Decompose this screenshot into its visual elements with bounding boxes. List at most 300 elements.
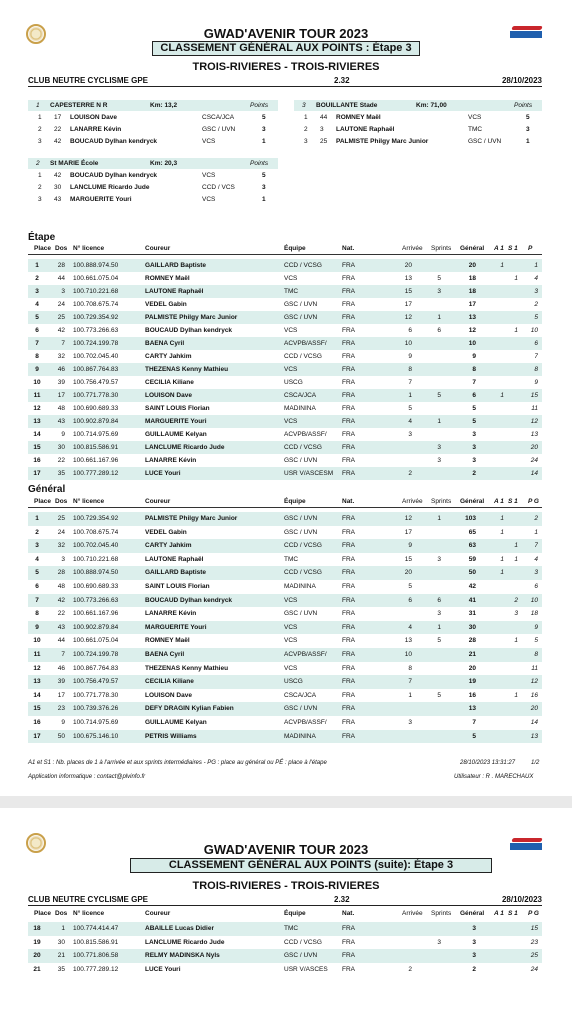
- stage-number: 2.32: [334, 76, 350, 85]
- cell-place: 5: [35, 314, 39, 321]
- cell-place-general: 24: [530, 965, 538, 973]
- cell-dos: 9: [61, 719, 65, 726]
- header-place-general: P G: [528, 498, 539, 505]
- cell-licence: 100.724.199.78: [73, 340, 119, 347]
- header-a1: A 1: [494, 498, 504, 505]
- cell-dos: 25: [57, 515, 65, 522]
- cell-place-general: 9: [534, 623, 538, 631]
- cell-dos: 25: [57, 314, 65, 321]
- cell-dos: 28: [57, 262, 65, 269]
- page2-route: TROIS-RIVIERES - TROIS-RIVIERES: [192, 880, 380, 892]
- cell-place: 7: [35, 340, 39, 347]
- cell-place: 14: [33, 431, 41, 438]
- header-dos: Dos: [55, 498, 68, 505]
- header-s1: S 1: [508, 498, 518, 505]
- cell-team: CCD / VCSG: [284, 569, 322, 577]
- cell-arrivee: 13: [404, 637, 412, 645]
- race-date: 28/10/2023: [501, 76, 542, 85]
- cell-place-general: 2: [534, 301, 538, 308]
- cell-s1: 1: [514, 327, 518, 334]
- header-s1: S 1: [508, 910, 518, 917]
- cell-licence: 100.708.675.74: [73, 528, 119, 536]
- cell-dos: 7: [61, 340, 65, 347]
- cell-arrivee: 4: [408, 623, 412, 631]
- cell-nat: FRA: [342, 444, 355, 451]
- cell-arrivee: 12: [404, 314, 412, 321]
- cell-place: 6: [35, 327, 39, 334]
- table-row: [28, 716, 542, 730]
- sprint-header: [294, 100, 542, 111]
- cell-rider: PALMISTE Philgy Marc Junior: [145, 515, 238, 522]
- header-arrivee: Arrivée: [402, 245, 423, 252]
- general-title: Général: [28, 484, 66, 495]
- cell-place-general: 1: [534, 262, 538, 269]
- sprint-dos: 22: [54, 126, 62, 133]
- footer-note: A1 et S1 : Nb. places de 1 à l'arrivée et aux sprints intermédiaires - PG : place au général ou PÉ : place à l'étape: [28, 760, 327, 766]
- sprint-dos: 30: [54, 184, 62, 191]
- cell-arrivee: 9: [408, 542, 412, 550]
- header-a1: A 1: [494, 245, 504, 252]
- cell-rider: LANCLUME Ricardo Jude: [145, 938, 225, 946]
- cell-arrivee: 7: [408, 678, 412, 686]
- cell-place-general: 8: [534, 366, 538, 373]
- cell-place-general: 7: [534, 353, 538, 360]
- cell-general: 18: [468, 275, 476, 282]
- cell-sprints: 1: [437, 314, 441, 321]
- cell-place: 1: [35, 515, 39, 522]
- table-row: [28, 662, 542, 676]
- cell-licence: 100.771.778.30: [73, 691, 119, 699]
- table-row: [28, 730, 542, 744]
- cell-place: 16: [33, 457, 41, 464]
- sprint-block: [294, 100, 542, 148]
- cell-licence: 100.661.167.96: [73, 457, 119, 464]
- cell-rider: LUCE Youri: [145, 965, 181, 973]
- sprint-row: [28, 136, 278, 147]
- cell-licence: 100.756.479.57: [73, 678, 119, 686]
- cell-s1: 1: [514, 691, 518, 699]
- cell-team: GSC / UVN: [284, 610, 318, 618]
- cell-place-general: 6: [534, 583, 538, 590]
- header-place: Place: [34, 245, 51, 252]
- cell-dos: 22: [57, 610, 65, 618]
- cell-rider: CARTY Jahkim: [145, 353, 192, 360]
- cell-general: 103: [465, 515, 476, 522]
- sprint-points: 1: [526, 138, 530, 145]
- cell-sprints: 6: [437, 596, 441, 604]
- cell-place-general: 25: [530, 952, 538, 959]
- cell-place: 12: [33, 405, 41, 412]
- cell-nat: FRA: [342, 637, 355, 645]
- cell-place: 11: [33, 651, 41, 658]
- header-dos: Dos: [55, 245, 68, 252]
- sprint-rider: PALMISTE Philgy Marc Junior: [336, 138, 429, 145]
- cell-a1: 1: [500, 262, 504, 269]
- cell-licence: 100.710.221.68: [73, 288, 119, 295]
- sprint-points: 3: [262, 126, 266, 133]
- cell-rider: RELMY MADINSKA Nyls: [145, 952, 220, 959]
- cell-team: VCS: [284, 637, 298, 645]
- footer-user: Utilisateur : R . MARECHAUX: [454, 774, 534, 780]
- cell-team: CCD / VCSG: [284, 262, 322, 269]
- cell-a1: 1: [500, 569, 504, 577]
- sprint-row: [28, 170, 278, 181]
- cell-arrivee: 2: [408, 470, 412, 477]
- club-line: [28, 76, 542, 87]
- cell-licence: 100.756.479.57: [73, 379, 119, 386]
- cell-place: 10: [33, 379, 41, 386]
- header-rider: Coureur: [145, 245, 171, 252]
- cell-nat: FRA: [342, 664, 355, 672]
- cell-nat: FRA: [342, 418, 355, 425]
- sprint-points: 1: [262, 138, 266, 145]
- cell-nat: FRA: [342, 275, 355, 282]
- cell-nat: FRA: [342, 431, 355, 438]
- header-s1: S 1: [508, 245, 518, 252]
- cell-arrivee: 6: [408, 596, 412, 604]
- cell-place: 4: [35, 555, 39, 563]
- sprint-header: [28, 158, 278, 169]
- sprint-place: 2: [38, 184, 42, 191]
- cell-rider: SAINT LOUIS Florian: [145, 583, 210, 590]
- cell-licence: 100.771.806.58: [73, 952, 119, 959]
- table-row: [28, 963, 542, 977]
- cell-rider: CARTY Jahkim: [145, 542, 192, 550]
- table-row: [28, 594, 542, 608]
- cell-place-general: 15: [530, 925, 538, 932]
- cell-nat: FRA: [342, 405, 355, 412]
- cell-dos: 39: [57, 379, 65, 386]
- sprint-rider: LANCLUME Ricardo Jude: [70, 184, 150, 191]
- cell-arrivee: 5: [408, 583, 412, 590]
- cell-s1: 1: [514, 637, 518, 645]
- cell-sprints: 1: [437, 623, 441, 631]
- cell-arrivee: 3: [408, 431, 412, 438]
- cell-licence: 100.777.289.12: [73, 470, 119, 477]
- sprint-header: [28, 100, 278, 111]
- cell-nat: FRA: [342, 965, 355, 973]
- table-row: [28, 648, 542, 662]
- cell-sprints: 3: [437, 610, 441, 618]
- cell-sprints: 1: [437, 418, 441, 425]
- cell-dos: 24: [57, 301, 65, 308]
- cell-arrivee: 10: [404, 651, 412, 658]
- cell-general: 19: [468, 678, 476, 686]
- cell-team: ACVPB/ASSF/: [284, 651, 327, 658]
- cell-sprints: 3: [437, 457, 441, 464]
- sprint-team: GSC / UVN: [468, 138, 502, 145]
- cell-place-general: 11: [531, 405, 538, 412]
- cell-rider: GAILLARD Baptiste: [145, 262, 207, 269]
- cell-arrivee: 15: [404, 288, 412, 295]
- sprint-points-label: Points: [250, 102, 269, 109]
- page2-column-headers: [28, 909, 542, 920]
- cell-place-general: 13: [530, 431, 538, 438]
- table-row: [28, 311, 542, 324]
- cell-nat: FRA: [342, 314, 355, 321]
- cell-place-general: 14: [530, 719, 538, 726]
- cell-licence: 100.690.689.33: [73, 583, 119, 590]
- table-row: [28, 402, 542, 415]
- cell-rider: PALMISTE Philgy Marc Junior: [145, 314, 238, 321]
- cell-place: 14: [33, 691, 41, 699]
- table-row: [28, 539, 542, 553]
- cell-dos: 48: [57, 583, 65, 590]
- cell-arrivee: 8: [408, 366, 412, 373]
- cell-general: 9: [472, 353, 476, 360]
- cell-nat: FRA: [342, 515, 355, 522]
- footer: [28, 760, 542, 790]
- cell-nat: FRA: [342, 938, 355, 946]
- cell-rider: PETRIS Williams: [145, 732, 197, 740]
- cell-general: 13: [468, 314, 476, 321]
- cell-arrivee: 3: [408, 719, 412, 726]
- cell-nat: FRA: [342, 470, 355, 477]
- table-row: [28, 350, 542, 363]
- sprint-team: VCS: [202, 172, 216, 179]
- sprint-row: [294, 124, 542, 135]
- cell-team: MADININA: [284, 732, 316, 740]
- cell-general: 16: [468, 691, 476, 699]
- cell-licence: 100.690.689.33: [73, 405, 119, 412]
- header-general: Général: [460, 498, 485, 505]
- cell-place: 15: [33, 705, 41, 713]
- cell-place-general: 7: [534, 542, 538, 550]
- sprint-name: CAPESTERRE N R: [50, 102, 108, 109]
- race-date: 28/10/2023: [501, 895, 542, 904]
- cell-nat: FRA: [342, 262, 355, 269]
- cell-place: 10: [33, 637, 41, 645]
- cell-general: 6: [472, 392, 476, 399]
- cell-team: CCD / VCSG: [284, 353, 322, 360]
- cell-a1: 1: [500, 515, 504, 522]
- table-row: [28, 467, 542, 480]
- cell-general: 3: [472, 444, 476, 451]
- cell-team: VCS: [284, 623, 298, 631]
- cell-arrivee: 7: [408, 379, 412, 386]
- cell-place: 6: [35, 583, 39, 590]
- cell-rider: ROMNEY Maël: [145, 275, 190, 282]
- cell-sprints: 6: [437, 327, 441, 334]
- cell-rider: MARGUERITE Youri: [145, 418, 207, 425]
- sprint-points: 5: [526, 114, 530, 121]
- table-row: [28, 298, 542, 311]
- route-title: TROIS-RIVIERES - TROIS-RIVIERES: [192, 61, 380, 73]
- table-row: [28, 526, 542, 540]
- cell-rider: LOUISON Dave: [145, 392, 192, 399]
- cell-sprints: 3: [437, 444, 441, 451]
- sprint-place: 2: [304, 126, 308, 133]
- sprint-dos: 42: [54, 172, 62, 179]
- table-row: [28, 621, 542, 635]
- header-licence: N° licence: [73, 498, 105, 505]
- table-row: [28, 553, 542, 567]
- cell-place-general: 3: [534, 288, 538, 295]
- cell-team: CCD / VCSG: [284, 938, 322, 946]
- header-sprints: Sprints: [431, 245, 452, 252]
- sprint-dos: 43: [54, 196, 62, 203]
- cell-nat: FRA: [342, 379, 355, 386]
- table-row: [28, 634, 542, 648]
- cell-arrivee: 17: [404, 301, 412, 308]
- cell-arrivee: 15: [404, 555, 412, 563]
- cell-general: 3: [472, 952, 476, 959]
- cell-general: 28: [468, 637, 476, 645]
- cell-team: CCD / VCSG: [284, 542, 322, 550]
- header-place: Place: [34, 910, 51, 917]
- cell-dos: 43: [57, 623, 65, 631]
- cell-dos: 17: [57, 691, 65, 699]
- club-name: CLUB NEUTRE CYCLISME GPE: [28, 895, 149, 904]
- table-row: [28, 580, 542, 594]
- cell-licence: 100.771.778.30: [73, 392, 119, 399]
- cell-rider: DEFY DRAGIN Kylian Fabien: [145, 705, 234, 713]
- cell-nat: FRA: [342, 327, 355, 334]
- table-row: [28, 454, 542, 467]
- etape-column-headers: [28, 244, 542, 255]
- cell-licence: 100.661.075.04: [73, 275, 119, 282]
- cell-nat: FRA: [342, 925, 355, 932]
- header-rider: Coureur: [145, 498, 171, 505]
- cell-place: 3: [35, 288, 39, 295]
- cell-place: 8: [35, 353, 39, 360]
- table-row: [28, 337, 542, 350]
- sprint-team: TMC: [468, 126, 483, 133]
- cell-dos: 50: [57, 732, 65, 740]
- cell-team: GSC / UVN: [284, 528, 318, 536]
- cell-general: 41: [468, 596, 476, 604]
- cell-general: 3: [472, 457, 476, 464]
- cell-nat: FRA: [342, 596, 355, 604]
- cell-licence: 100.714.975.69: [73, 719, 119, 726]
- cell-general: 31: [468, 610, 476, 618]
- cell-sprints: 3: [437, 288, 441, 295]
- header-nat: Nat.: [342, 245, 355, 252]
- sprint-team: CSCA/JCA: [202, 114, 235, 121]
- table-row: [28, 324, 542, 337]
- sprint-dos: 44: [320, 114, 328, 121]
- cell-dos: 42: [57, 596, 65, 604]
- cell-licence: 100.675.146.10: [73, 732, 119, 740]
- sprint-team: VCS: [468, 114, 482, 121]
- table-row: [28, 272, 542, 285]
- cell-general: 65: [468, 528, 476, 536]
- sprint-team: VCS: [202, 138, 216, 145]
- sprint-number: 3: [302, 102, 306, 109]
- cell-general: 3: [472, 938, 476, 946]
- sprint-place: 2: [38, 126, 42, 133]
- header-place-general: P G: [528, 910, 539, 917]
- table-row: [28, 259, 542, 272]
- cell-team: GSC / UVN: [284, 705, 318, 713]
- cell-team: CCD / VCSG: [284, 444, 322, 451]
- cell-place-general: 11: [531, 664, 538, 672]
- cell-place: 17: [33, 470, 41, 477]
- table-row: [28, 922, 542, 936]
- sprint-number: 1: [36, 102, 40, 109]
- header-licence: N° licence: [73, 245, 105, 252]
- cell-rider: ROMNEY Maël: [145, 637, 190, 645]
- cell-licence: 100.702.045.40: [73, 353, 119, 360]
- cell-place-general: 20: [530, 705, 538, 713]
- cell-rider: BAENA Cyril: [145, 340, 185, 347]
- sprint-points-label: Points: [250, 160, 269, 167]
- cell-nat: FRA: [342, 569, 355, 577]
- cell-licence: 100.815.586.91: [73, 938, 119, 946]
- cell-place: 2: [35, 528, 39, 536]
- sprint-team: GSC / UVN: [202, 126, 236, 133]
- cell-nat: FRA: [342, 542, 355, 550]
- cell-team: TMC: [284, 288, 299, 295]
- club-name: CLUB NEUTRE CYCLISME GPE: [28, 76, 149, 85]
- sprint-place: 3: [304, 138, 308, 145]
- cell-team: CSCA/JCA: [284, 392, 317, 399]
- sprint-block: [28, 158, 278, 206]
- header-dos: Dos: [55, 910, 68, 917]
- sprint-row: [294, 112, 542, 123]
- cell-licence: 100.661.075.04: [73, 637, 119, 645]
- cell-dos: 35: [57, 965, 65, 973]
- cell-rider: LOUISON Dave: [145, 691, 192, 699]
- cell-place-general: 23: [530, 938, 538, 946]
- cell-team: USR V/ASCESM: [284, 470, 334, 477]
- cell-place-general: 5: [534, 637, 538, 645]
- sprint-km: Km: 20,3: [150, 160, 178, 167]
- cell-place: 21: [33, 965, 41, 973]
- page-subtitle: CLASSEMENT GÉNÉRAL AUX POINTS : Étape 3: [152, 41, 420, 56]
- sprint-name: St MARIE École: [50, 160, 99, 167]
- cell-nat: FRA: [342, 705, 355, 713]
- sprint-dos: 25: [320, 138, 328, 145]
- cell-general: 21: [468, 651, 476, 658]
- header-team: Équipe: [284, 498, 306, 505]
- table-row: [28, 415, 542, 428]
- page-title: GWAD'AVENIR TOUR 2023: [203, 26, 369, 41]
- cell-a1: 1: [500, 392, 504, 399]
- cell-arrivee: 8: [408, 664, 412, 672]
- cell-team: VCS: [284, 596, 298, 604]
- cell-sprints: 5: [437, 637, 441, 645]
- cell-nat: FRA: [342, 288, 355, 295]
- sprint-points: 3: [526, 126, 530, 133]
- general-column-headers: [28, 497, 542, 508]
- cell-place-general: 4: [534, 555, 538, 563]
- cell-licence: 100.867.764.83: [73, 366, 119, 373]
- cell-team: USCG: [284, 678, 303, 686]
- cell-general: 8: [472, 366, 476, 373]
- sprint-place: 1: [38, 114, 42, 121]
- cell-place: 12: [33, 664, 41, 672]
- cell-dos: 46: [57, 366, 65, 373]
- sprint-row: [28, 124, 278, 135]
- cell-arrivee: 2: [408, 965, 412, 973]
- cell-sprints: 5: [437, 691, 441, 699]
- cell-dos: 9: [61, 431, 65, 438]
- cell-nat: FRA: [342, 366, 355, 373]
- cell-place-general: 24: [530, 457, 538, 464]
- cell-sprints: 1: [437, 515, 441, 522]
- cell-rider: VEDEL Gabin: [145, 528, 187, 536]
- cell-general: 42: [468, 583, 476, 590]
- cell-place-general: 14: [530, 470, 538, 477]
- cell-general: 10: [468, 340, 476, 347]
- cell-general: 2: [472, 965, 476, 973]
- cell-rider: VEDEL Gabin: [145, 301, 187, 308]
- sprint-place: 3: [38, 196, 42, 203]
- stage-number: 2.32: [334, 895, 350, 904]
- cell-place-general: 5: [534, 314, 538, 321]
- cell-arrivee: 13: [404, 275, 412, 282]
